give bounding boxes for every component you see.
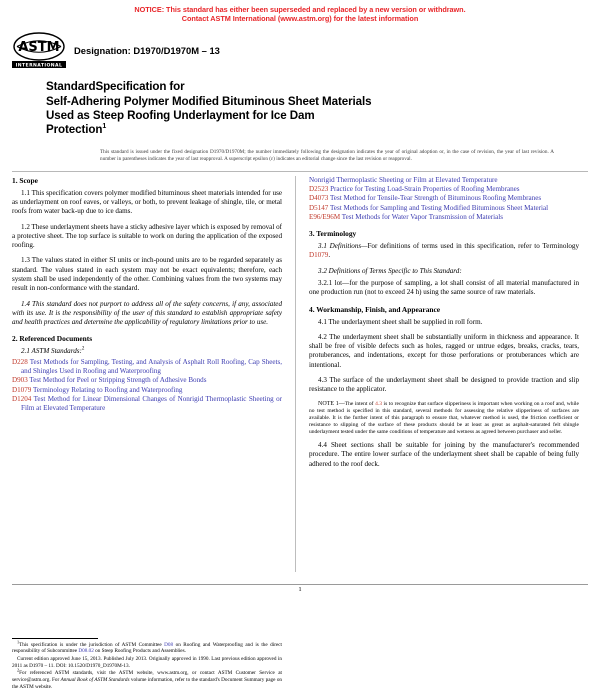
terminology-period: .	[328, 251, 331, 260]
title-line-1: StandardSpecification for	[46, 80, 185, 94]
left-column	[12, 175, 294, 690]
referenced-standards-list-left	[12, 358, 282, 414]
ref-title-e96: Test Methods for Water Vapor Transmission of Materials	[341, 212, 504, 221]
footnote-1-part-c: on Steep Roofing Products and Assemblies.	[93, 648, 186, 655]
scope-paragraph-1-4: 1.4 This standard does not purport to address all of the safety concerns, if any, associated with its use. It is the responsibility of the user of this standard to establish appropriate safety and health practices and determine the applicability of regulatory limitations prior to use.	[12, 299, 282, 327]
list-item[interactable]	[12, 376, 282, 385]
footnote-2-marker: 2	[17, 667, 20, 673]
astm-standards-subheading	[12, 347, 282, 356]
footnote-1-edition-info: Current edition approved June 15, 2013. Published July 2013. Originally approved in 1990. Last previous edition approved in 2011 as D1970 – 11. DOI: 10.1520/D1970_D1970M-13.	[12, 656, 282, 669]
footnote-2-part-a: For referenced ASTM standards, visit the ASTM website, www.astm.org, or contact ASTM Customer Service at service@astm.org. For	[12, 670, 282, 684]
terminology-paragraph-3-2-1: 3.2.1 lot—for the purpose of sampling, a lot shall consist of all material manufactured in one production run (not to exceed 24 h) using the same source of raw materials.	[309, 279, 579, 297]
scope-paragraph-1-3: 1.3 The values stated in either SI units or inch-pound units are to be regarded separately as standard. The values stated in each system may not be exact equivalents; therefore, each system shall be used independently of the other. Combining values from the two systems may result in non-conformance with the standard.	[12, 256, 282, 293]
ref-title-d5147: Test Methods for Sampling and Testing Modified Bituminous Sheet Material	[329, 203, 549, 212]
list-item[interactable]	[309, 204, 579, 213]
title-line-2: Self-Adhering Polymer Modified Bituminous Sheet Materials	[46, 94, 372, 108]
notice-line-2: Contact ASTM International (www.astm.org) for the latest information	[181, 14, 419, 24]
designation-header	[0, 23, 600, 70]
right-column	[297, 176, 579, 572]
footnote-1-ref-d0802[interactable]: D08.02	[78, 648, 94, 655]
list-item[interactable]	[12, 395, 282, 414]
section-heading-workmanship: 4. Workmanship, Finish, and Appearance	[309, 304, 441, 314]
title-line-4	[46, 123, 600, 137]
terminology-ref-d1079[interactable]: D1079	[309, 251, 329, 260]
list-item[interactable]	[309, 194, 579, 203]
section-heading-referenced-documents: 2. Referenced Documents	[12, 334, 93, 344]
footer-divider-rule	[12, 584, 588, 585]
ref-id-d2523[interactable]: D2523	[309, 184, 329, 193]
terminology-definitions-label: 3.1 Definitions—	[318, 242, 368, 251]
footnote-1-part-a: This specification is under the jurisdiction of ASTM Committee	[19, 641, 165, 648]
footnotes-block	[12, 638, 282, 692]
workmanship-paragraph-4-2: 4.2 The underlayment sheet shall be substantially uniform in thickness and appearance. It shall be free of visible defects such as holes, ragged or untrue edges, breaks, cracks, tears, protuberances, and indentations, except for those perforations or protuberances which are intentional.	[309, 332, 579, 369]
ref-title-d4073: Test Method for Tensile-Tear Strength of Bituminous Roofing Membranes	[329, 194, 542, 203]
terminology-paragraph-3-1	[309, 242, 579, 261]
list-item[interactable]	[12, 358, 282, 377]
ref-id-e96[interactable]: E96/E96M	[309, 212, 341, 221]
footnote-2	[12, 667, 283, 690]
workmanship-paragraph-4-3: 4.3 The surface of the underlayment sheet shall be designed to provide traction and slip resistance to the applicator.	[309, 376, 579, 394]
footnote-1	[12, 638, 282, 655]
section-heading-terminology: 3. Terminology	[309, 229, 357, 239]
column-divider	[295, 176, 296, 572]
svg-text:ASTM: ASTM	[18, 40, 60, 56]
document-title	[0, 70, 600, 137]
withdrawn-notice-banner	[0, 0, 600, 23]
workmanship-note-1	[309, 401, 579, 436]
note-1-label: NOTE 1—	[318, 400, 345, 407]
note-1-pre: The intent of	[344, 400, 376, 407]
ref-id-d903[interactable]: D903	[12, 376, 28, 385]
two-column-body	[0, 172, 600, 690]
footnote-separator-rule	[12, 638, 98, 639]
astm-standards-footnote-marker: 2	[81, 347, 85, 353]
workmanship-paragraph-4-4: 4.4 Sheet sections shall be suitable for joining by the manufacturer's recommended procedure. The entire lower surface of the underlayment sheet shall be capable of being fully adhered to the roof deck.	[309, 441, 579, 468]
ref-id-d228[interactable]: D228	[12, 357, 28, 366]
terminology-definitions-text: For definitions of terms used in this specification, refer to Terminology	[367, 242, 579, 251]
note-1-text: is to recognize that surface slipperiness is important when working on a roof and, while no test method is specified in this standard, several methods for assessing the relative slipperiness of surfaces are available. It is the further intent of this paragraph to ensure that, whatever method is used, the friction coefficient or resistance to slipping of the surface of these products should be at least as great as asphalt-saturated felt shingle underlayment tested under the same conditions of temperature and wetness as agreed between purchaser and seller.	[309, 400, 579, 436]
ref-title-d903: Test Method for Peel or Stripping Strength of Adhesive Bonds	[29, 376, 207, 385]
list-item[interactable]	[12, 386, 282, 395]
section-heading-scope: 1. Scope	[12, 175, 38, 185]
workmanship-paragraph-4-1: 4.1 The underlayment sheet shall be supplied in roll form.	[318, 317, 483, 326]
ref-id-d1079[interactable]: D1079	[12, 385, 32, 394]
footnote-1-ref-d08[interactable]: D08	[164, 641, 174, 648]
astm-logo-icon	[12, 31, 68, 69]
scope-paragraph-1-1: 1.1 This specification covers polymer modified bituminous sheet materials intended for use as underlayment on roof eaves, or valleys, or both, to prevent leakage of shingle, tile, or metal roofs from water back-up due to ice dams.	[12, 188, 282, 216]
footnote-2-italic-title: Annual Book of ASTM Standards	[60, 677, 130, 684]
ref-id-d1204[interactable]: D1204	[12, 394, 32, 403]
ref-title-d2523: Practice for Testing Load-Strain Properties of Roofing Membranes	[330, 184, 520, 193]
footnote-1-part-b: on Roofing and Waterproofing and is the direct responsibility of Subcommittee	[12, 641, 282, 655]
astm-standards-subheading-text: 2.1 ASTM Standards:	[21, 347, 82, 356]
ref-id-d5147[interactable]: D5147	[309, 203, 329, 212]
list-item[interactable]	[309, 213, 579, 222]
footnote-1-marker: 1	[17, 638, 20, 644]
ref-id-d4073[interactable]: D4073	[309, 194, 329, 203]
notice-line-1: NOTICE: This standard has either been superseded and replaced by a new version or withdrawn.	[134, 5, 466, 14]
page-number: 1	[298, 586, 302, 593]
svg-text:INTERNATIONAL: INTERNATIONAL	[15, 64, 63, 70]
scope-paragraph-1-2: 1.2 These underlayment sheets have a sticky adhesive layer which is exposed by removal of a protective sheet. The top surface is suitable to work on during the application of the exposed roofing.	[12, 222, 282, 250]
title-line-4-text: Protection	[46, 123, 103, 137]
ref-title-d1204-continued: Nonrigid Thermoplastic Sheeting or Film at Elevated Temperature	[309, 175, 498, 184]
standard-issue-note: This standard is issued under the fixed designation D1970/D1970M; the number immediately following the designation indicates the year of original adoption or, in the case of revision, the year of last revision. A number in parentheses indicates the year of last reapproval. A superscript epsilon (ε) indicates an editorial change since the last revision or reapproval.	[100, 149, 554, 163]
ref-title-d1204: Test Method for Linear Dimensional Changes of Nonrigid Thermoplastic Sheeting or Film at Elevated Temperature	[21, 394, 282, 413]
list-item	[309, 176, 579, 185]
list-item[interactable]	[309, 185, 579, 194]
footnote-2-part-b: volume information, refer to the standard's Document Summary page on the ASTM website.	[12, 677, 283, 690]
terminology-paragraph-3-2: 3.2 Definitions of Terms Specific to This Standard:	[318, 266, 462, 275]
ref-title-d228: Test Methods for Sampling, Testing, and Analysis of Asphalt Roll Roofing, Cap Sheets, and Shingles Used in Roofing and Waterproofing	[21, 357, 282, 376]
note-1-ref-4-3[interactable]: 4.3	[375, 400, 382, 407]
title-line-3: Used as Steep Roofing Underlayment for Ice Dam	[46, 108, 315, 122]
referenced-standards-list-right	[309, 176, 579, 222]
title-footnote-marker: 1	[102, 123, 107, 131]
designation-text: Designation: D1970/D1970M – 13	[74, 44, 220, 56]
ref-title-d1079: Terminology Relating to Roofing and Waterproofing	[32, 385, 183, 394]
